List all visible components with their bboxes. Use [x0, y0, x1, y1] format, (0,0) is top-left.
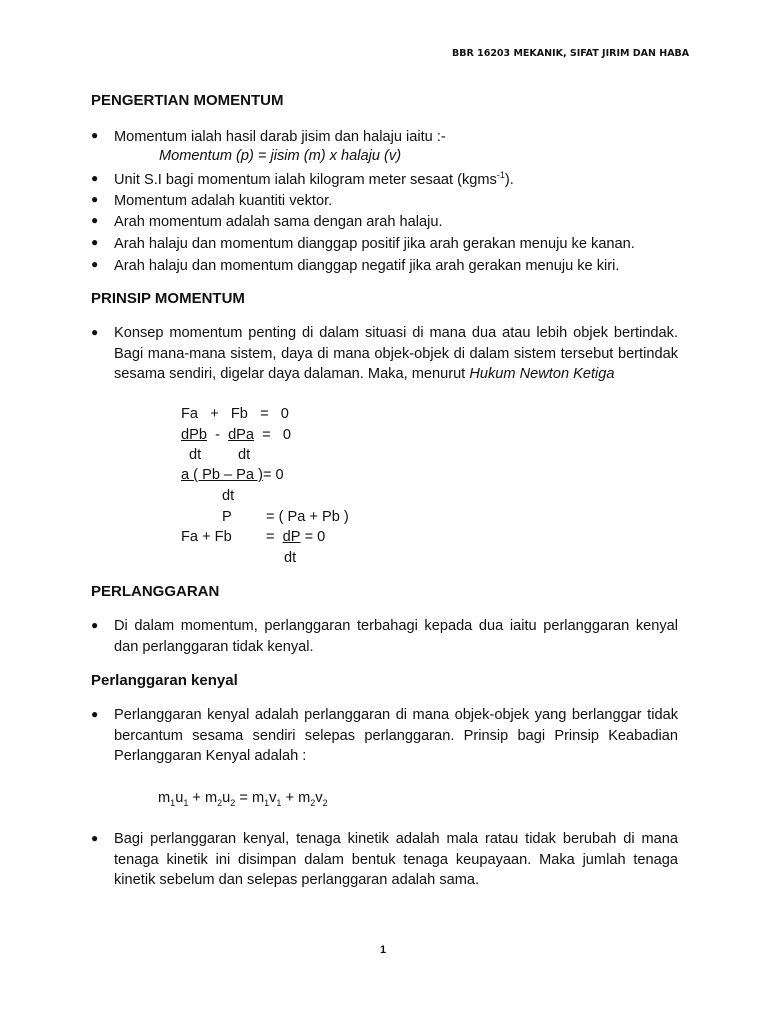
equation-line: = ( Pa + Pb ) — [266, 509, 349, 525]
bullet-icon: ● — [91, 325, 99, 339]
list-item: Unit S.I bagi momentum ialah kilogram meter sesaat (kgms$^{-1}$). — [114, 170, 514, 188]
bullet-icon: ● — [91, 213, 99, 227]
list-item: Arah halaju dan momentum dianggap positif jika arah gerakan menuju ke kanan. — [114, 236, 635, 252]
equation-line: dt — [284, 550, 297, 566]
section-title-perlanggaran: PERLANGGARAN — [91, 583, 220, 600]
bullet-icon: ● — [91, 128, 99, 142]
list-item: Arah halaju dan momentum dianggap negatif jika arah gerakan menuju ke kiri. — [114, 258, 620, 274]
section-title-pengertian: PENGERTIAN MOMENTUM — [91, 92, 284, 109]
equation-line: Fa + Fb = 0 — [181, 406, 289, 422]
equation-line: a ( Pb – Pa )= 0 — [181, 467, 284, 483]
list-item: Momentum ialah hasil darab jisim dan halaju iaitu :- — [114, 129, 446, 145]
bullet-icon: ● — [91, 171, 99, 185]
list-item: Arah momentum adalah sama dengan arah halaju. — [114, 214, 443, 230]
list-item: Bagi perlanggaran kenyal, tenaga kinetik adalah mala ratau tidak berubah di mana tenaga kinetik ini disimpan dalam bentuk tenaga keupayaan. Maka jumlah tenaga kinetik sebelum dan selepas perlanggaran adalah sama. — [114, 831, 678, 888]
list-item: Perlanggaran kenyal adalah perlanggaran di mana objek-objek yang berlanggar tidak bercantum sesama sendiri selepas perlanggaran. Prinsip bagi Prinsip Keabadian Perlanggaran Kenyal adalah : — [114, 707, 678, 764]
equation-line: dPb - dPa = 0 — [181, 427, 291, 443]
page-number: 1 — [380, 944, 387, 956]
equation-line: dt — [189, 447, 202, 463]
list-item: Momentum adalah kuantiti vektor. — [114, 193, 333, 209]
bullet-icon: ● — [91, 192, 99, 206]
equation-line: P — [222, 509, 232, 525]
equation-line: dt — [238, 447, 251, 463]
bullet-icon: ● — [91, 257, 99, 271]
equation-line: Fa + Fb — [181, 529, 232, 545]
bullet-icon: ● — [91, 831, 99, 845]
section-title-kenyal: Perlanggaran kenyal — [91, 672, 238, 689]
list-item: Di dalam momentum, perlanggaran terbahagi kepada dua iaitu perlanggaran kenyal dan perlanggaran tidak kenyal. — [114, 618, 678, 655]
bullet-icon: ● — [91, 707, 99, 721]
bullet-icon: ● — [91, 235, 99, 249]
momentum-formula: Momentum (p) = jisim (m) x halaju (v) — [159, 148, 402, 164]
section-title-prinsip: PRINSIP MOMENTUM — [91, 290, 245, 307]
elastic-collision-formula: $m_1u_1 + m_2u_2 = m_1v_1 + m_2v_2$ — [158, 790, 328, 808]
equation-line: = dP = 0 — [266, 529, 326, 545]
list-item: Konsep momentum penting di dalam situasi di mana dua atau lebih objek bertindak. Bagi mana-mana sistem, daya di mana objek-objek di dalam sistem tersebut bertindak sesama sendiri, digelar daya dalaman. Maka, menurut Hukum Newton Ketiga — [114, 325, 678, 382]
running-header: BBR 16203 MEKANIK, SIFAT JIRIM DAN HABA — [452, 48, 690, 59]
equation-line: dt — [222, 488, 235, 504]
bullet-icon: ● — [91, 618, 99, 632]
